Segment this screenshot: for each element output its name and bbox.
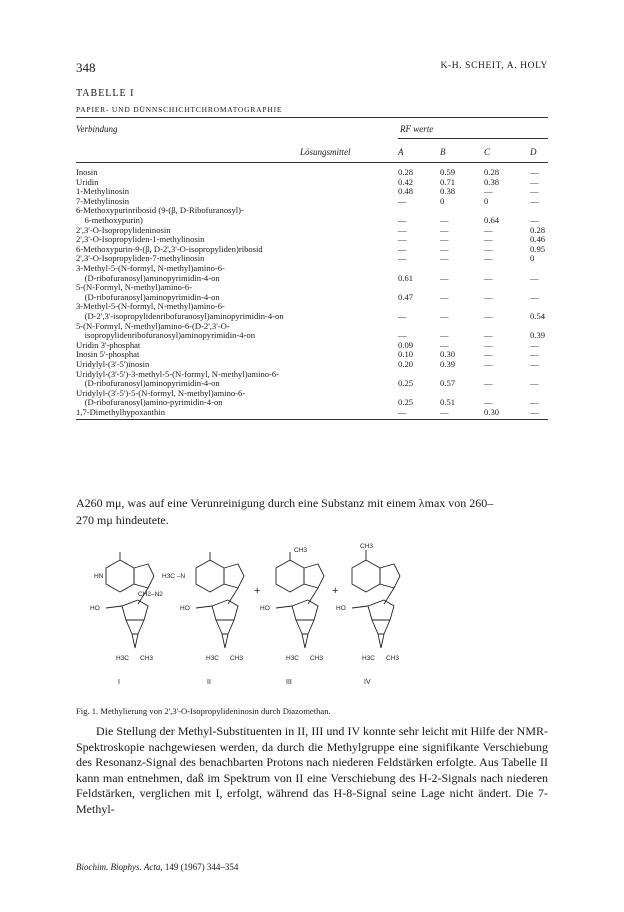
rf-value: — (530, 407, 539, 417)
compound-name: 1-Methylinosin (76, 186, 129, 197)
compound-name: Uridylyl-(3'-5')-5-(N-formyl, N-methyl)amino-6- (76, 387, 246, 398)
structure-i (106, 552, 154, 648)
table-header-rule (76, 162, 548, 163)
rf-value: — (440, 407, 449, 417)
compound-name: (D-ribofuranosyl)aminopyrimidin-4-on (76, 291, 220, 302)
compound-name: Uridylyl-(3'-5')inosin (76, 359, 150, 369)
rf-value: 0.71 (440, 176, 456, 187)
rf-value: — (398, 311, 407, 321)
compound-name: 2',3'-O-Isopropyliden-1-methylinosin (76, 234, 205, 245)
compound-name: 7-Methylinosin (76, 195, 129, 206)
compound-name: 6-Methoxypurinribosid (9-(β, D-Ribofuranosyl)- (76, 205, 244, 216)
rf-value: — (484, 359, 493, 369)
rf-value: — (398, 215, 407, 225)
compound-name: 6-Methoxypurin-9-(β, D-2',3'-O-isopropyliden)ribosid (76, 243, 263, 254)
rf-value: 0.61 (398, 272, 414, 283)
structure-iii (276, 552, 324, 648)
compound-name: Uridin 3'-phosphat (76, 339, 141, 350)
atom-ho-iv: HO (336, 605, 346, 612)
compound-name: (D-ribofuranosyl)aminopyrimidin-4-on (76, 378, 220, 389)
solvent-d: D (530, 147, 537, 157)
solvent-c: C (484, 147, 491, 157)
rf-value: — (440, 339, 449, 350)
atom-h3c-i: H3C (116, 655, 130, 662)
solvent-a: A (398, 147, 404, 157)
atom-ho-i: HO (90, 605, 100, 612)
rf-value: 0.95 (530, 243, 546, 254)
compound-name: 3-Methyl-5-(N-formyl, N-methyl)amino-6- (76, 263, 225, 273)
rf-value: — (484, 378, 493, 389)
table-row (76, 168, 548, 178)
journal-footer (76, 862, 238, 872)
rf-value: 0 (484, 195, 489, 206)
column-header-rf: RF werte (400, 124, 434, 134)
compound-name: 6-methoxypurin) (76, 215, 143, 225)
rf-value: 0.30 (440, 349, 456, 360)
rf-value: — (484, 330, 493, 341)
table-top-rule (76, 117, 548, 118)
atom-ch3-iv-top: CH3 (360, 543, 374, 550)
column-header-solvent: Lösungsmittel (300, 147, 351, 157)
compound-name: (D-ribofuranosyl)amino-pyrimidin-4-on (76, 397, 223, 408)
compound-name: 5-(N-Formyl, N-methyl)amino-6- (76, 282, 192, 293)
rf-value: 0.30 (484, 407, 500, 417)
plus-sign-2: + (332, 585, 339, 597)
rf-value: 0.57 (440, 378, 456, 389)
rf-value: — (484, 291, 493, 302)
atom-ho-iii: HO (260, 605, 270, 612)
label-iv: IV (364, 679, 371, 686)
label-iii: III (286, 679, 292, 686)
rf-value: — (484, 186, 493, 197)
page-header (76, 60, 548, 74)
rf-value: — (530, 195, 539, 206)
rf-value: — (484, 234, 493, 245)
rf-value: — (484, 224, 493, 235)
rf-value: — (530, 339, 539, 350)
paragraph-1 (76, 495, 548, 529)
rf-value: 0.54 (530, 311, 546, 321)
atom-ch2n2: CH2–N2 (138, 591, 163, 598)
compound-name: 2',3'-O-Isopropyliden-7-methylinosin (76, 253, 205, 264)
rf-value: — (440, 291, 449, 302)
rf-value: — (440, 243, 449, 254)
rf-value: — (398, 195, 407, 206)
methylation-figure (76, 543, 548, 696)
rf-value: — (530, 378, 539, 389)
rf-value: — (484, 339, 493, 350)
rf-value: 0.59 (440, 167, 456, 177)
journal-name: Biochim. Biophys. Acta, (76, 862, 163, 872)
table-row (76, 187, 548, 197)
rf-value: — (530, 397, 539, 408)
rf-value: — (440, 224, 449, 235)
table-title: TABELLE I (76, 88, 135, 99)
atom-h3cn-ii: H3C –N (162, 573, 186, 580)
rf-value: 0.28 (530, 224, 546, 235)
journal-ref: 149 (1967) 344–354 (164, 862, 239, 872)
rf-value: 0.28 (484, 167, 500, 177)
rf-value: — (530, 349, 539, 360)
table-subtitle: PAPIER- UND DÜNNSCHICHTCHROMATOGRAPHIE (76, 105, 283, 114)
paragraph-1-line-2: 270 mμ hindeutete. (76, 513, 169, 527)
table-bottom-rule (76, 419, 548, 420)
rf-value: — (484, 253, 493, 264)
figure-caption: Fig. 1. Methylierung von 2',3'-O-Isopropylideninosin durch Diazomethan. (76, 706, 331, 716)
rf-rule (398, 138, 548, 139)
compound-name: Inosin (76, 167, 98, 177)
rf-value: — (440, 215, 449, 225)
rf-value: 0.39 (530, 330, 546, 341)
rf-value: — (440, 330, 449, 341)
rf-value: — (530, 272, 539, 283)
rf-value: — (440, 253, 449, 264)
rf-value: — (484, 311, 493, 321)
compound-name: 1,7-Dimethylhypoxanthin (76, 407, 166, 417)
compound-name: Uridylyl-(3'-5')-3-methyl-5-(N-formyl, N-methyl)amino-6- (76, 368, 280, 379)
atom-ch3-iii-top: CH3 (294, 547, 308, 554)
rf-value: 0.25 (398, 378, 414, 389)
column-header-compound: Verbindung (76, 124, 118, 134)
rf-value: 0.38 (484, 176, 500, 187)
rf-value: — (530, 186, 539, 197)
rf-value: — (530, 359, 539, 369)
atom-ch3-iii: CH3 (310, 655, 324, 662)
table-row (76, 206, 548, 216)
rf-value: 0.39 (440, 359, 456, 369)
rf-value: 0.42 (398, 176, 414, 187)
atom-ho-ii: HO (180, 605, 190, 612)
plus-sign-1: + (254, 585, 261, 597)
rf-value: — (440, 311, 449, 321)
atom-h3c-iii: H3C (286, 655, 300, 662)
atom-ch3-ii: CH3 (230, 655, 244, 662)
rf-value: — (440, 234, 449, 245)
running-head: K-H. SCHEIT, A. HOLY (440, 61, 548, 71)
structure-ii (196, 552, 244, 648)
table-row (76, 408, 548, 418)
rf-value: 0.09 (398, 339, 414, 350)
table-row (76, 178, 548, 188)
page-number: 348 (76, 60, 96, 75)
rf-value: 0.51 (440, 397, 456, 408)
paragraph-1-line-1: A260 mμ, was auf eine Verunreinigung durch eine Substanz mit einem λmax von 260– (76, 496, 494, 510)
chemical-structures (76, 543, 548, 696)
table-row (76, 341, 548, 351)
atom-ch3-i: CH3 (140, 655, 154, 662)
label-i: I (118, 679, 120, 686)
compound-name: (D-ribofuranosyl)aminopyrimidin-4-on (76, 272, 220, 283)
rf-value: — (398, 234, 407, 245)
compound-name: (D-2',3'-isopropylidenribofuranosyl)aminopyrimidin-4-on (76, 311, 284, 321)
compound-name: Uridin (76, 176, 99, 187)
rf-value: — (530, 291, 539, 302)
rf-value: — (440, 272, 449, 283)
rf-value: 0.38 (440, 186, 456, 197)
compound-name: Inosin 5'-phosphat (76, 349, 140, 360)
rf-value: — (398, 330, 407, 341)
compound-name: 5-(N-Formyl, N-methyl)amino-6-(D-2',3'-O- (76, 320, 230, 331)
rf-value: 0.10 (398, 349, 414, 360)
rf-value: — (398, 253, 407, 264)
structure-iv (352, 550, 400, 648)
rf-value: — (530, 167, 539, 177)
table-row (76, 331, 548, 341)
atom-ch3-iv: CH3 (386, 655, 400, 662)
rf-value: 0.28 (398, 167, 414, 177)
rf-value: 0 (440, 195, 445, 206)
rf-value: — (484, 349, 493, 360)
atom-h3c-iv: H3C (362, 655, 376, 662)
atom-h3c-ii: H3C (206, 655, 220, 662)
compound-name: 2',3'-O-Isopropylideninosin (76, 224, 171, 235)
rf-value: — (484, 397, 493, 408)
rf-value: — (530, 215, 539, 225)
compound-name: isopropylidenribofuranosyl)aminopyrimidin-4-on (76, 330, 256, 341)
rf-value: 0 (530, 253, 535, 264)
rf-value: 0.25 (398, 397, 414, 408)
rf-value: — (530, 176, 539, 187)
paragraph-2: Die Stellung der Methyl-Substituenten in II, III und IV konnte sehr leicht mit Hilfe der NMR-Spektroskopie nachgewiesen werden, da durch die Methylgruppe eine signifikante Verschiebung des Resonanz-Signal des benachbarten Protons nach niederen Feldstärken erfolgte. Aus Tabelle II kann man entnehmen, daß im Spektrum von II eine Verschiebung des H-2-Signals nach niederen Feldstärken, verglichen mit I, erfolgt, während das H-8-Signal seine Lage nicht ändert. Die 7-Methyl- (76, 724, 548, 816)
solvent-b: B (440, 147, 446, 157)
compound-name: 3-Methyl-5-(N-formyl, N-methyl)amino-6- (76, 301, 225, 312)
rf-value: 0.64 (484, 215, 500, 225)
rf-value: 0.46 (530, 234, 546, 245)
rf-value: — (398, 243, 407, 254)
label-ii: II (207, 679, 211, 686)
rf-value: — (484, 243, 493, 254)
rf-value: — (484, 272, 493, 283)
rf-value: 0.47 (398, 291, 414, 302)
rf-value: — (398, 224, 407, 235)
rf-value: — (398, 407, 407, 417)
rf-value: 0.48 (398, 186, 414, 197)
atom-hn-i: HN (94, 573, 104, 580)
rf-value: 0.20 (398, 359, 414, 369)
